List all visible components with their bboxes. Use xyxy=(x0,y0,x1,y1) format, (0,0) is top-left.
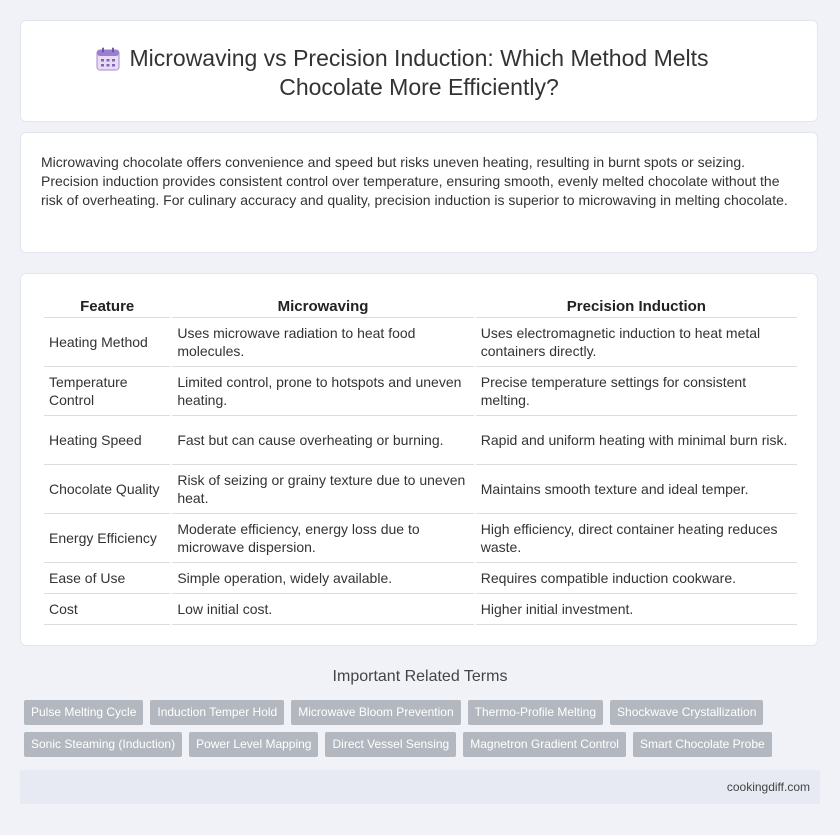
table-header-row xyxy=(44,296,797,318)
footer-site[interactable]: cookingdiff.com xyxy=(726,780,810,794)
microwaving-cell: Limited control, prone to hotspots and uneven heating. xyxy=(172,367,473,416)
intro-text: Microwaving chocolate offers convenience and speed but risks uneven heating, resulting in burnt spots or seizing. Precision induction provides consistent control over temperature, ensuring smooth, evenly melted chocolate without the risk of overheating. For culinary accuracy and quality, precision induction is superior to microwaving in melting chocolate. xyxy=(41,154,788,208)
related-terms-tags xyxy=(24,700,784,764)
tag-row xyxy=(24,732,784,757)
induction-cell: Uses electromagnetic induction to heat metal containers directly. xyxy=(476,318,797,367)
term-tag[interactable]: Smart Chocolate Probe xyxy=(633,732,772,757)
table-row xyxy=(44,367,797,416)
term-tag[interactable]: Microwave Bloom Prevention xyxy=(291,700,460,725)
induction-cell: High efficiency, direct container heating reduces waste. xyxy=(476,514,797,563)
feature-cell: Ease of Use xyxy=(44,563,170,594)
microwaving-cell: Low initial cost. xyxy=(172,594,473,625)
comparison-table xyxy=(42,296,799,625)
microwaving-cell: Fast but can cause overheating or burning. xyxy=(172,416,473,465)
feature-cell: Energy Efficiency xyxy=(44,514,170,563)
term-tag[interactable]: Shockwave Crystallization xyxy=(610,700,763,725)
feature-cell: Temperature Control xyxy=(44,367,170,416)
feature-cell: Cost xyxy=(44,594,170,625)
feature-cell: Heating Method xyxy=(44,318,170,367)
term-tag[interactable]: Pulse Melting Cycle xyxy=(24,700,143,725)
table-row xyxy=(44,594,797,625)
induction-cell: Requires compatible induction cookware. xyxy=(476,563,797,594)
microwaving-cell: Risk of seizing or grainy texture due to uneven heat. xyxy=(172,465,473,514)
header-feature: Feature xyxy=(44,296,170,318)
induction-cell: Higher initial investment. xyxy=(476,594,797,625)
term-tag[interactable]: Magnetron Gradient Control xyxy=(463,732,626,757)
microwaving-cell: Moderate efficiency, energy loss due to microwave dispersion. xyxy=(172,514,473,563)
feature-cell: Heating Speed xyxy=(44,416,170,465)
table-row xyxy=(44,318,797,367)
comparison-card xyxy=(20,273,818,646)
term-tag[interactable]: Sonic Steaming (Induction) xyxy=(24,732,182,757)
header-induction: Precision Induction xyxy=(476,296,797,318)
footer xyxy=(20,770,820,804)
term-tag[interactable]: Induction Temper Hold xyxy=(150,700,284,725)
term-tag[interactable]: Direct Vessel Sensing xyxy=(325,732,456,757)
microwaving-cell: Uses microwave radiation to heat food molecules. xyxy=(172,318,473,367)
table-row xyxy=(44,514,797,563)
induction-cell: Precise temperature settings for consistent melting. xyxy=(476,367,797,416)
intro-card xyxy=(20,132,818,253)
tag-row xyxy=(24,700,784,725)
feature-cell: Chocolate Quality xyxy=(44,465,170,514)
table-row xyxy=(44,465,797,514)
induction-cell: Maintains smooth texture and ideal temper. xyxy=(476,465,797,514)
table-row xyxy=(44,563,797,594)
term-tag[interactable]: Power Level Mapping xyxy=(189,732,318,757)
term-tag[interactable]: Thermo-Profile Melting xyxy=(468,700,603,725)
related-terms-heading: Important Related Terms xyxy=(332,668,508,685)
microwaving-cell: Simple operation, widely available. xyxy=(172,563,473,594)
page-title: Microwaving vs Precision Induction: Which Method Melts Chocolate More Efficiently? xyxy=(129,45,709,100)
induction-cell: Rapid and uniform heating with minimal burn risk. xyxy=(476,416,797,465)
title-card xyxy=(20,20,818,122)
header-microwaving: Microwaving xyxy=(172,296,473,318)
table-row xyxy=(44,416,797,465)
